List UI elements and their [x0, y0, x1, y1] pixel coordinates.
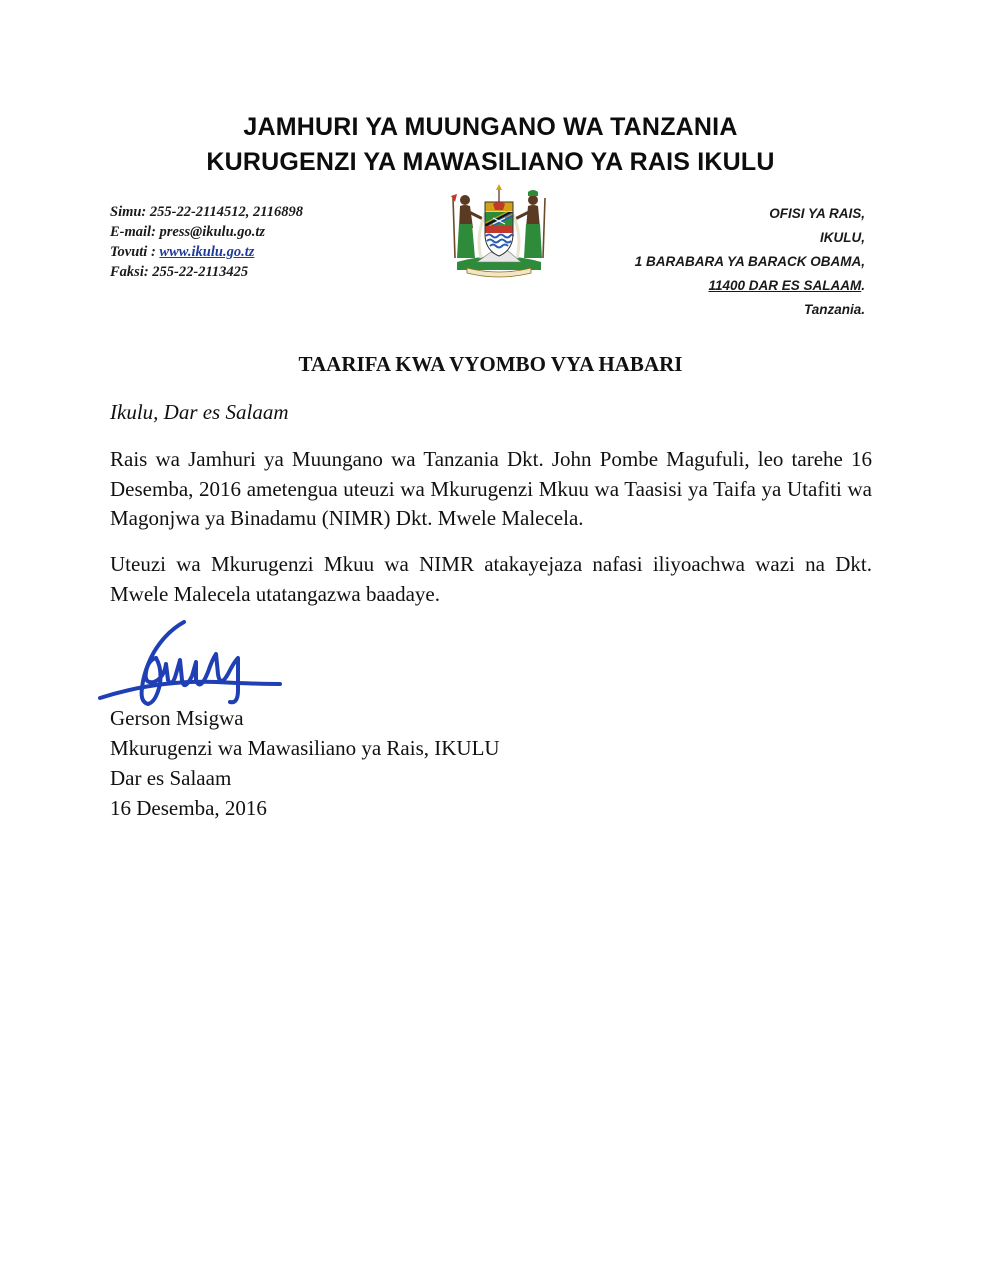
- signoff-block: [110, 703, 500, 823]
- signoff-city: Dar es Salaam: [110, 766, 232, 790]
- header-title-line2: KURUGENZI YA MAWASILIANO YA RAIS IKULU: [206, 148, 775, 176]
- address-block: [635, 202, 865, 322]
- address-line2: IKULU,: [820, 230, 865, 245]
- address-postal-period: .: [861, 278, 865, 293]
- signer-name: Gerson Msigwa: [110, 706, 244, 730]
- address-line5: Tanzania.: [803, 302, 865, 317]
- address-postal: 11400 DAR ES SALAAM: [708, 278, 862, 293]
- paragraph-1: Rais wa Jamhuri ya Muungano wa Tanzania Dkt. John Pombe Magufuli, leo tarehe 16 Desemba, 2016 ametengua uteuzi wa Mkurugenzi Mkuu wa Taasisi ya Taifa ya Utafiti wa Magonjwa ya Binadamu (NIMR) Dkt. Mwele Malecela.: [110, 447, 872, 530]
- address-line1: OFISI YA RAIS,: [769, 206, 865, 221]
- signoff-date: 16 Desemba, 2016: [110, 796, 267, 820]
- website-label: Tovuti :: [110, 244, 160, 260]
- paragraph-2: Uteuzi wa Mkurugenzi Mkuu wa NIMR atakayejaza nafasi iliyoachwa wazi na Dkt. Mwele Malecela utatangazwa baadaye.: [110, 552, 872, 606]
- signer-title: Mkurugenzi wa Mawasiliano ya Rais, IKULU: [110, 736, 500, 760]
- coat-of-arms-icon: [447, 184, 551, 280]
- header-title-line1: JAMHURI YA MUUNGANO WA TANZANIA: [243, 113, 738, 141]
- fax-text: Faksi: 255-22-2113425: [110, 264, 249, 280]
- document-heading: TAARIFA KWA VYOMBO VYA HABARI: [298, 352, 683, 376]
- email-text: E-mail: press@ikulu.go.tz: [110, 224, 266, 240]
- signature-icon: [96, 618, 286, 708]
- address-line4: [635, 274, 865, 298]
- website-line: [110, 242, 303, 262]
- website-link[interactable]: www.ikulu.go.tz: [159, 244, 255, 260]
- contact-block: [110, 202, 303, 282]
- address-line3: 1 BARABARA YA BARACK OBAMA,: [634, 254, 865, 269]
- place-line: Ikulu, Dar es Salaam: [110, 400, 289, 424]
- phone-text: Simu: 255-22-2114512, 2116898: [110, 204, 303, 220]
